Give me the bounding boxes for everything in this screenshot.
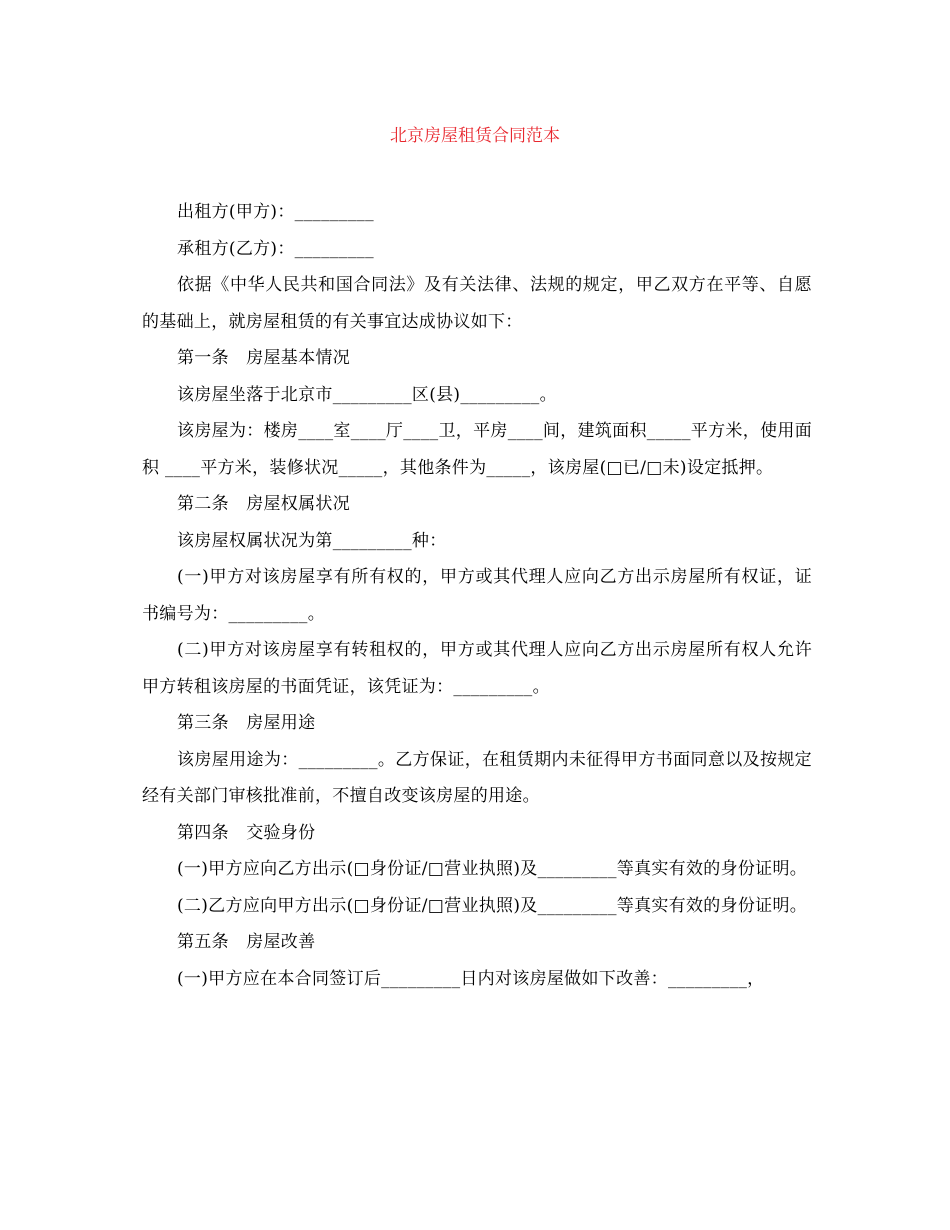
paragraph: (一)甲方应在本合同签订后_________日内对该房屋做如下改善：_________， — [177, 968, 765, 989]
article-3-heading: 第三条 房屋用途 — [177, 713, 316, 733]
paragraph: 该房屋为：楼房____室____厅____卫，平房____间，建筑面积_____平方米，使用面积 ____平方米，装修状况_____，其他条件为_____，该房屋(□已/□未)设定抵押。 — [142, 421, 812, 478]
paragraph: (二)甲方对该房屋享有转租权的，甲方或其代理人应向乙方出示房屋所有权人允许甲方转租该房屋的书面凭证，该凭证为：_________。 — [142, 640, 812, 697]
article-2-heading: 第二条 房屋权属状况 — [177, 494, 350, 514]
party-a-line: 出租方(甲方)：_________ — [177, 202, 374, 222]
paragraph: 该房屋坐落于北京市_________区(县)_________。 — [177, 384, 557, 405]
article-1-heading: 第一条 房屋基本情况 — [177, 348, 350, 368]
paragraph: 该房屋权属状况为第_________种： — [177, 530, 447, 551]
paragraph: (一)甲方对该房屋享有所有权的，甲方或其代理人应向乙方出示房屋所有权证，证书编号为：_________。 — [142, 567, 812, 624]
document-title: 北京房屋租赁合同范本 — [390, 126, 560, 146]
paragraph: (二)乙方应向甲方出示(□身份证/□营业执照)及_________等真实有效的身份证明。 — [177, 895, 808, 916]
party-b-line: 承租方(乙方)：_________ — [177, 238, 374, 259]
preamble-paragraph: 依据《中华人民共和国合同法》及有关法律、法规的规定，甲乙双方在平等、自愿的基础上，就房屋租赁的有关事宜达成协议如下： — [142, 275, 812, 332]
paragraph: (一)甲方应向乙方出示(□身份证/□营业执照)及_________等真实有效的身份证明。 — [177, 859, 808, 879]
paragraph: 该房屋用途为：_________。乙方保证，在租赁期内未征得甲方书面同意以及按规定经有关部门审核批准前，不擅自改变该房屋的用途。 — [142, 749, 812, 806]
article-4-heading: 第四条 交验身份 — [177, 822, 316, 843]
document-body — [142, 194, 812, 997]
article-5-heading: 第五条 房屋改善 — [177, 932, 316, 952]
